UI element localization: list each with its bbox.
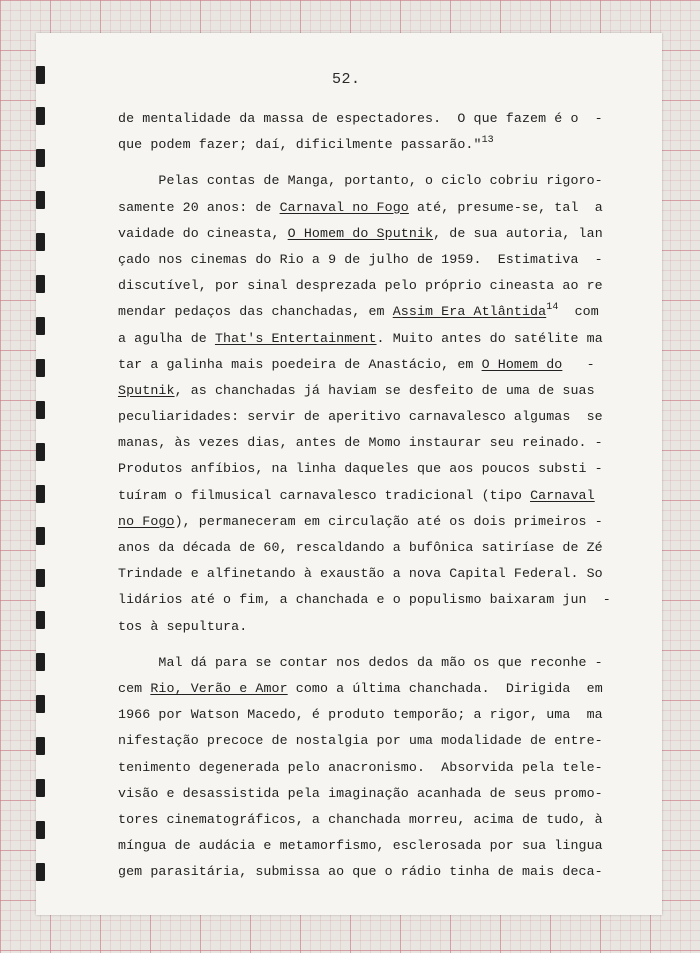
binding-hole: [36, 695, 45, 713]
body-text: [118, 106, 611, 885]
text-line: [118, 352, 598, 378]
text-segment: vaidade do cineasta,: [118, 225, 288, 241]
text-line: [118, 299, 598, 325]
text-segment: ), permaneceram em circulação até os dois primeiros -: [174, 513, 603, 529]
text-line: [118, 859, 603, 885]
text-line: [118, 833, 603, 859]
text-segment: anos da década de 60, rescaldando a bufônica satiríase de Zé: [118, 540, 603, 555]
text-segment: Produtos anfíbios, na linha daqueles que aos poucos substi -: [118, 461, 603, 477]
underlined-title: Assim Era Atlântida: [392, 304, 547, 320]
text-line: [118, 195, 603, 221]
binding-hole: [36, 527, 45, 545]
text-segment: , as chanchadas já haviam se desfeito de uma de suas: [174, 382, 595, 398]
paragraph: [118, 650, 603, 886]
text-line: [118, 247, 603, 273]
text-segment: que podem fazer; daí, dificilmente passarão.": [118, 137, 482, 153]
binding-hole: [36, 443, 45, 461]
text-segment: manas, às vezes dias, antes de Momo instaurar seu reinado. -: [118, 435, 603, 451]
text-segment: cem: [118, 680, 151, 696]
text-line: [118, 430, 603, 456]
binding-hole: [36, 317, 45, 335]
text-line: [118, 378, 598, 404]
underlined-title: O Homem do: [481, 356, 563, 372]
text-segment: Trindade e alfinetando à exaustão a nova Capital Federal. So: [118, 566, 603, 582]
text-line: [118, 650, 603, 676]
text-line: [118, 404, 603, 430]
text-line: [118, 509, 603, 535]
binding-hole: [36, 275, 45, 293]
text-segment: çado nos cinemas do Rio a 9 de julho de 1959. Estimativa -: [118, 251, 603, 267]
text-line: [118, 807, 603, 833]
binding-hole: [36, 149, 45, 167]
text-line: [118, 168, 603, 194]
footnote-marker: 13: [481, 135, 494, 147]
text-segment: como a última chanchada. Dirigida em: [287, 680, 603, 696]
text-segment: mendar pedaços das chanchadas, em: [118, 304, 393, 320]
text-segment: samente 20 anos: de: [118, 199, 280, 215]
text-line: [118, 755, 603, 781]
text-segment: . Muito antes do satélite ma: [376, 330, 603, 346]
typewritten-page: [36, 33, 662, 915]
underlined-title: Sputnik: [118, 382, 175, 398]
underlined-title: Rio, Verão e Amor: [150, 680, 288, 696]
text-line: [118, 587, 611, 613]
text-segment: gem parasitária, submissa ao que o rádio tinha de mais deca-: [118, 864, 603, 880]
binding-hole: [36, 653, 45, 671]
text-segment: nifestação precoce de nostalgia por uma modalidade de entre-: [118, 733, 603, 749]
underlined-title: Carnaval: [530, 487, 595, 503]
binding-hole: [36, 191, 45, 209]
binding-hole: [36, 66, 45, 84]
binding-hole: [36, 401, 45, 419]
text-line: [118, 561, 603, 587]
underlined-title: no Fogo: [118, 513, 175, 529]
underlined-title: O Homem do Sputnik: [287, 225, 434, 241]
binding-holes: [36, 33, 48, 915]
text-segment: tenimento degenerada pelo anacronismo. Absorvida pela tele-: [118, 759, 603, 775]
binding-hole: [36, 611, 45, 629]
text-segment: discutível, por sinal desprezada pelo próprio cineasta ao re: [118, 278, 603, 294]
binding-hole: [36, 485, 45, 503]
text-line: [118, 535, 603, 561]
text-line: [118, 781, 603, 807]
page-number: 52.: [332, 71, 361, 88]
text-line: [118, 221, 603, 247]
text-segment: lidários até o fim, a chanchada e o populismo baixaram jun -: [118, 592, 611, 608]
text-line: [118, 702, 603, 728]
text-line: [118, 676, 603, 702]
text-segment: tuíram o filmusical carnavalesco tradicional (tipo: [118, 487, 531, 503]
text-segment: Pelas contas de Manga, portanto, o ciclo cobriu rigoro-: [118, 173, 603, 189]
text-segment: tar a galinha mais poedeira de Anastácio, em: [118, 356, 482, 372]
text-segment: míngua de audácia e metamorfismo, esclerosada por sua lingua: [118, 838, 603, 854]
text-segment: a agulha de: [118, 330, 215, 346]
footnote-marker: 14: [546, 302, 559, 314]
binding-hole: [36, 569, 45, 587]
text-segment: até, presume-se, tal a: [408, 199, 603, 215]
text-line: [118, 273, 603, 299]
text-segment: de mentalidade da massa de espectadores. O que fazem é o -: [118, 111, 603, 126]
text-line: [118, 132, 598, 158]
text-segment: Mal dá para se contar nos dedos da mão os que reconhe -: [118, 654, 603, 670]
paragraph-gap: [118, 158, 598, 168]
text-segment: tores cinematográficos, a chanchada morreu, acima de tudo, à: [118, 811, 603, 827]
binding-hole: [36, 737, 45, 755]
text-segment: peculiaridades: servir de aperitivo carnavalesco algumas se: [118, 409, 603, 425]
text-line: [118, 106, 603, 132]
text-line: [118, 326, 603, 352]
paragraph: [118, 168, 611, 639]
text-segment: tos à sepultura.: [118, 618, 248, 634]
text-line: [118, 483, 598, 509]
text-line: [118, 456, 603, 482]
text-segment: , de sua autoria, lan: [433, 225, 603, 241]
text-segment: visão e desassistida pela imaginação acanhada de seus promo-: [118, 785, 603, 801]
binding-hole: [36, 779, 45, 797]
binding-hole: [36, 107, 45, 125]
binding-hole: [36, 821, 45, 839]
text-segment: -: [562, 356, 595, 372]
text-segment: com: [558, 304, 599, 320]
underlined-title: That's Entertainment: [214, 330, 377, 346]
text-line: [118, 728, 603, 754]
underlined-title: Carnaval no Fogo: [279, 199, 409, 215]
binding-hole: [36, 233, 45, 251]
text-line: [118, 614, 598, 640]
binding-hole: [36, 863, 45, 881]
text-segment: 1966 por Watson Macedo, é produto temporão; a rigor, uma ma: [118, 707, 603, 723]
paragraph: [118, 106, 603, 158]
binding-hole: [36, 359, 45, 377]
paragraph-gap: [118, 640, 598, 650]
